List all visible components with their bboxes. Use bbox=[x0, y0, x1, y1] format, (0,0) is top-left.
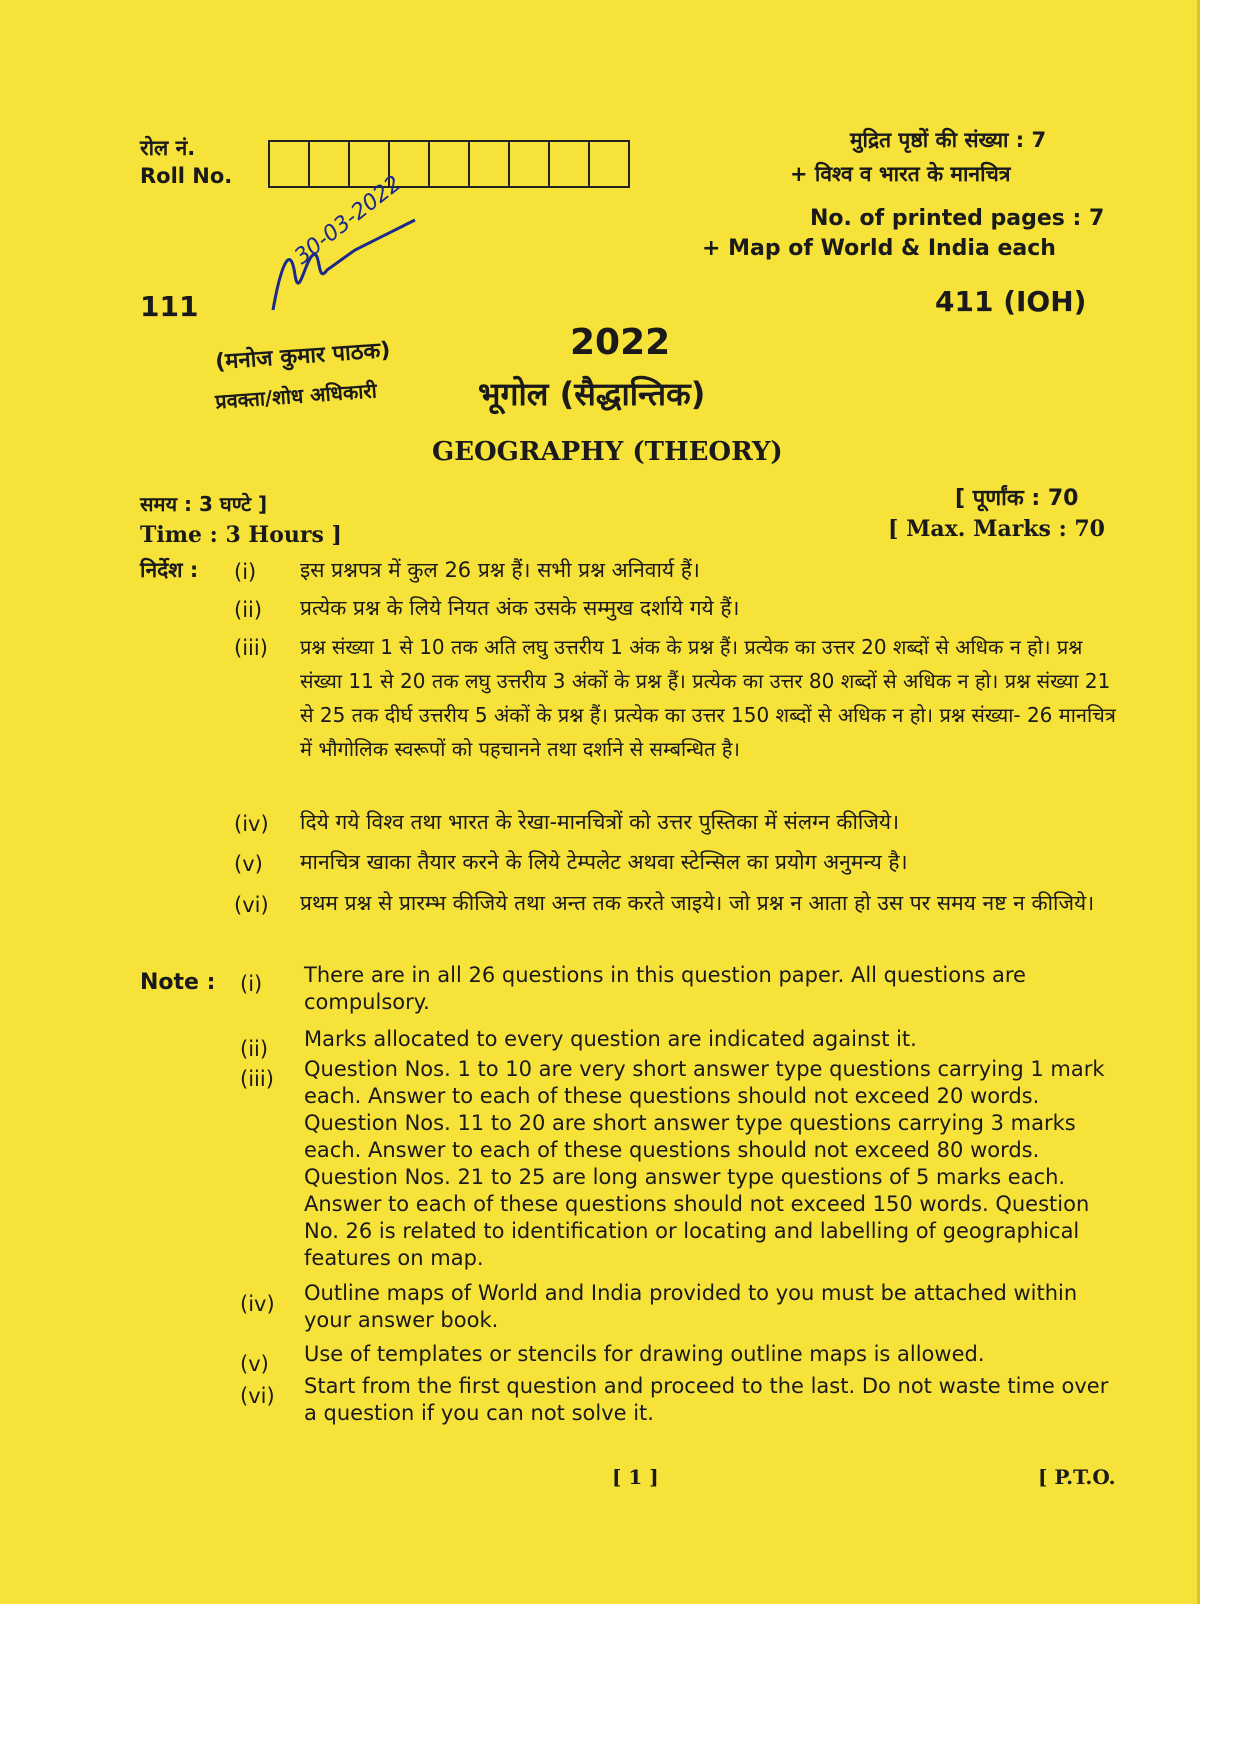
subject-title-en: GEOGRAPHY (THEORY) bbox=[432, 437, 783, 467]
instr-hi-num: (iii) bbox=[234, 636, 268, 660]
instr-en-num: (iv) bbox=[240, 1292, 275, 1316]
instructions-hi-label: निर्देश : bbox=[140, 558, 199, 582]
instr-hi-num: (vi) bbox=[234, 893, 269, 917]
instr-hi-num: (ii) bbox=[234, 598, 263, 622]
instr-hi-text: दिये गये विश्व तथा भारत के रेखा-मानचित्रों को उत्तर पुस्तिका में संलग्न कीजिये। bbox=[300, 810, 900, 834]
instr-en-num: (i) bbox=[240, 972, 263, 996]
time-hi: समय : 3 घण्टे ] bbox=[140, 492, 268, 516]
instr-hi-text: प्रत्येक प्रश्न के लिये नियत अंक उसके सम्मुख दर्शाये गये हैं। bbox=[300, 596, 740, 620]
instr-hi-num: (v) bbox=[234, 852, 263, 876]
exam-year: 2022 bbox=[570, 322, 671, 363]
maps-en: + Map of World & India each bbox=[702, 236, 1056, 261]
time-en: Time : 3 Hours ] bbox=[140, 522, 342, 548]
roll-number-boxes[interactable] bbox=[268, 140, 630, 188]
instr-en-num: (v) bbox=[240, 1352, 269, 1376]
instr-en-num: (iii) bbox=[240, 1067, 274, 1091]
maps-hi: + विश्व व भारत के मानचित्र bbox=[790, 162, 1011, 186]
instr-en-text: Question Nos. 1 to 10 are very short answer type questions carrying 1 mark each. Answer to each of these questions should not exceed 20 words. Question Nos. 11 to 20 are short answer type questions carrying 3 marks each. Answer to each of these questions should not exceed 80 words. Question Nos. 21 to 25 are long answer type questions of 5 marks each. Answer to each of these questions should not exceed 150 words. Question No. 26 is related to identification or locating and labelling of geographical features on map. bbox=[304, 1057, 1105, 1270]
instr-en-text: There are in all 26 questions in this question paper. All questions are compulsory. bbox=[304, 963, 1026, 1014]
paper-code-right: 411 (IOH) bbox=[935, 285, 1087, 318]
printed-pages-en: No. of printed pages : 7 bbox=[810, 206, 1105, 231]
marks-hi: [ पूर्णांक : 70 bbox=[955, 486, 1079, 511]
instr-en-text: Marks allocated to every question are indicated against it. bbox=[304, 1027, 917, 1051]
please-turn-over: [ P.T.O. bbox=[1038, 1465, 1116, 1489]
stamp-name: (मनोज कुमार पाठक) bbox=[214, 337, 392, 376]
instr-hi-text: प्रथम प्रश्न से प्रारम्भ कीजिये तथा अन्त तक करते जाइये। जो प्रश्न न आता हो उस पर समय नष्ट न कीजिये। bbox=[300, 891, 1095, 915]
instr-en-text: Use of templates or stencils for drawing outline maps is allowed. bbox=[304, 1342, 985, 1366]
instr-en-text: Outline maps of World and India provided to you must be attached within your answer book. bbox=[304, 1281, 1078, 1332]
paper-code-left: 111 bbox=[140, 290, 199, 323]
signature-mark bbox=[265, 200, 485, 330]
instr-en-num: (vi) bbox=[240, 1384, 275, 1408]
instr-hi-num: (i) bbox=[234, 560, 257, 584]
roll-label-en: Roll No. bbox=[140, 164, 233, 188]
signature-date: 30-03-2022 bbox=[290, 171, 407, 270]
instr-hi-text: इस प्रश्नपत्र में कुल 26 प्रश्न हैं। सभी प्रश्न अनिवार्य हैं। bbox=[300, 558, 700, 582]
roll-label-hi: रोल नं. bbox=[140, 136, 196, 160]
sheet-edge bbox=[1197, 0, 1200, 1604]
instr-hi-text: प्रश्न संख्या 1 से 10 तक अति लघु उत्तरीय 1 अंक के प्रश्न हैं। प्रत्येक का उत्तर 20 शब्दों से अधिक न हो। प्रश्न संख्या 11 से 20 तक लघु उत्तरीय 3 अंकों के प्रश्न हैं। प्रत्येक का उत्तर 80 शब्दों से अधिक न हो। प्रश्न संख्या 21 से 25 तक दीर्घ उत्तरीय 5 अंकों के प्रश्न हैं। प्रत्येक का उत्तर 150 शब्दों से अधिक न हो। प्रश्न संख्या- 26 मानचित्र में भौगोलिक स्वरूपों को पहचानने तथा दर्शाने से सम्बन्धित है। bbox=[300, 635, 1116, 761]
instr-en-text: Start from the first question and proceed to the last. Do not waste time over a question if you can not solve it. bbox=[304, 1374, 1109, 1425]
instr-hi-text: मानचित्र खाका तैयार करने के लिये टेम्पलेट अथवा स्टेन्सिल का प्रयोग अनुमन्य है। bbox=[300, 850, 908, 874]
instructions-en-label: Note : bbox=[140, 970, 216, 995]
page-number: [ 1 ] bbox=[612, 1465, 659, 1489]
instr-hi-num: (iv) bbox=[234, 812, 269, 836]
instr-en-num: (ii) bbox=[240, 1037, 269, 1061]
subject-title-hi: भूगोल (सैद्धान्तिक) bbox=[478, 375, 706, 413]
stamp-title: प्रवक्ता/शोध अधिकारी bbox=[214, 378, 378, 414]
marks-en: [ Max. Marks : 70 bbox=[888, 516, 1105, 542]
printed-pages-hi: मुद्रित पृष्ठों की संख्या : 7 bbox=[850, 128, 1047, 152]
